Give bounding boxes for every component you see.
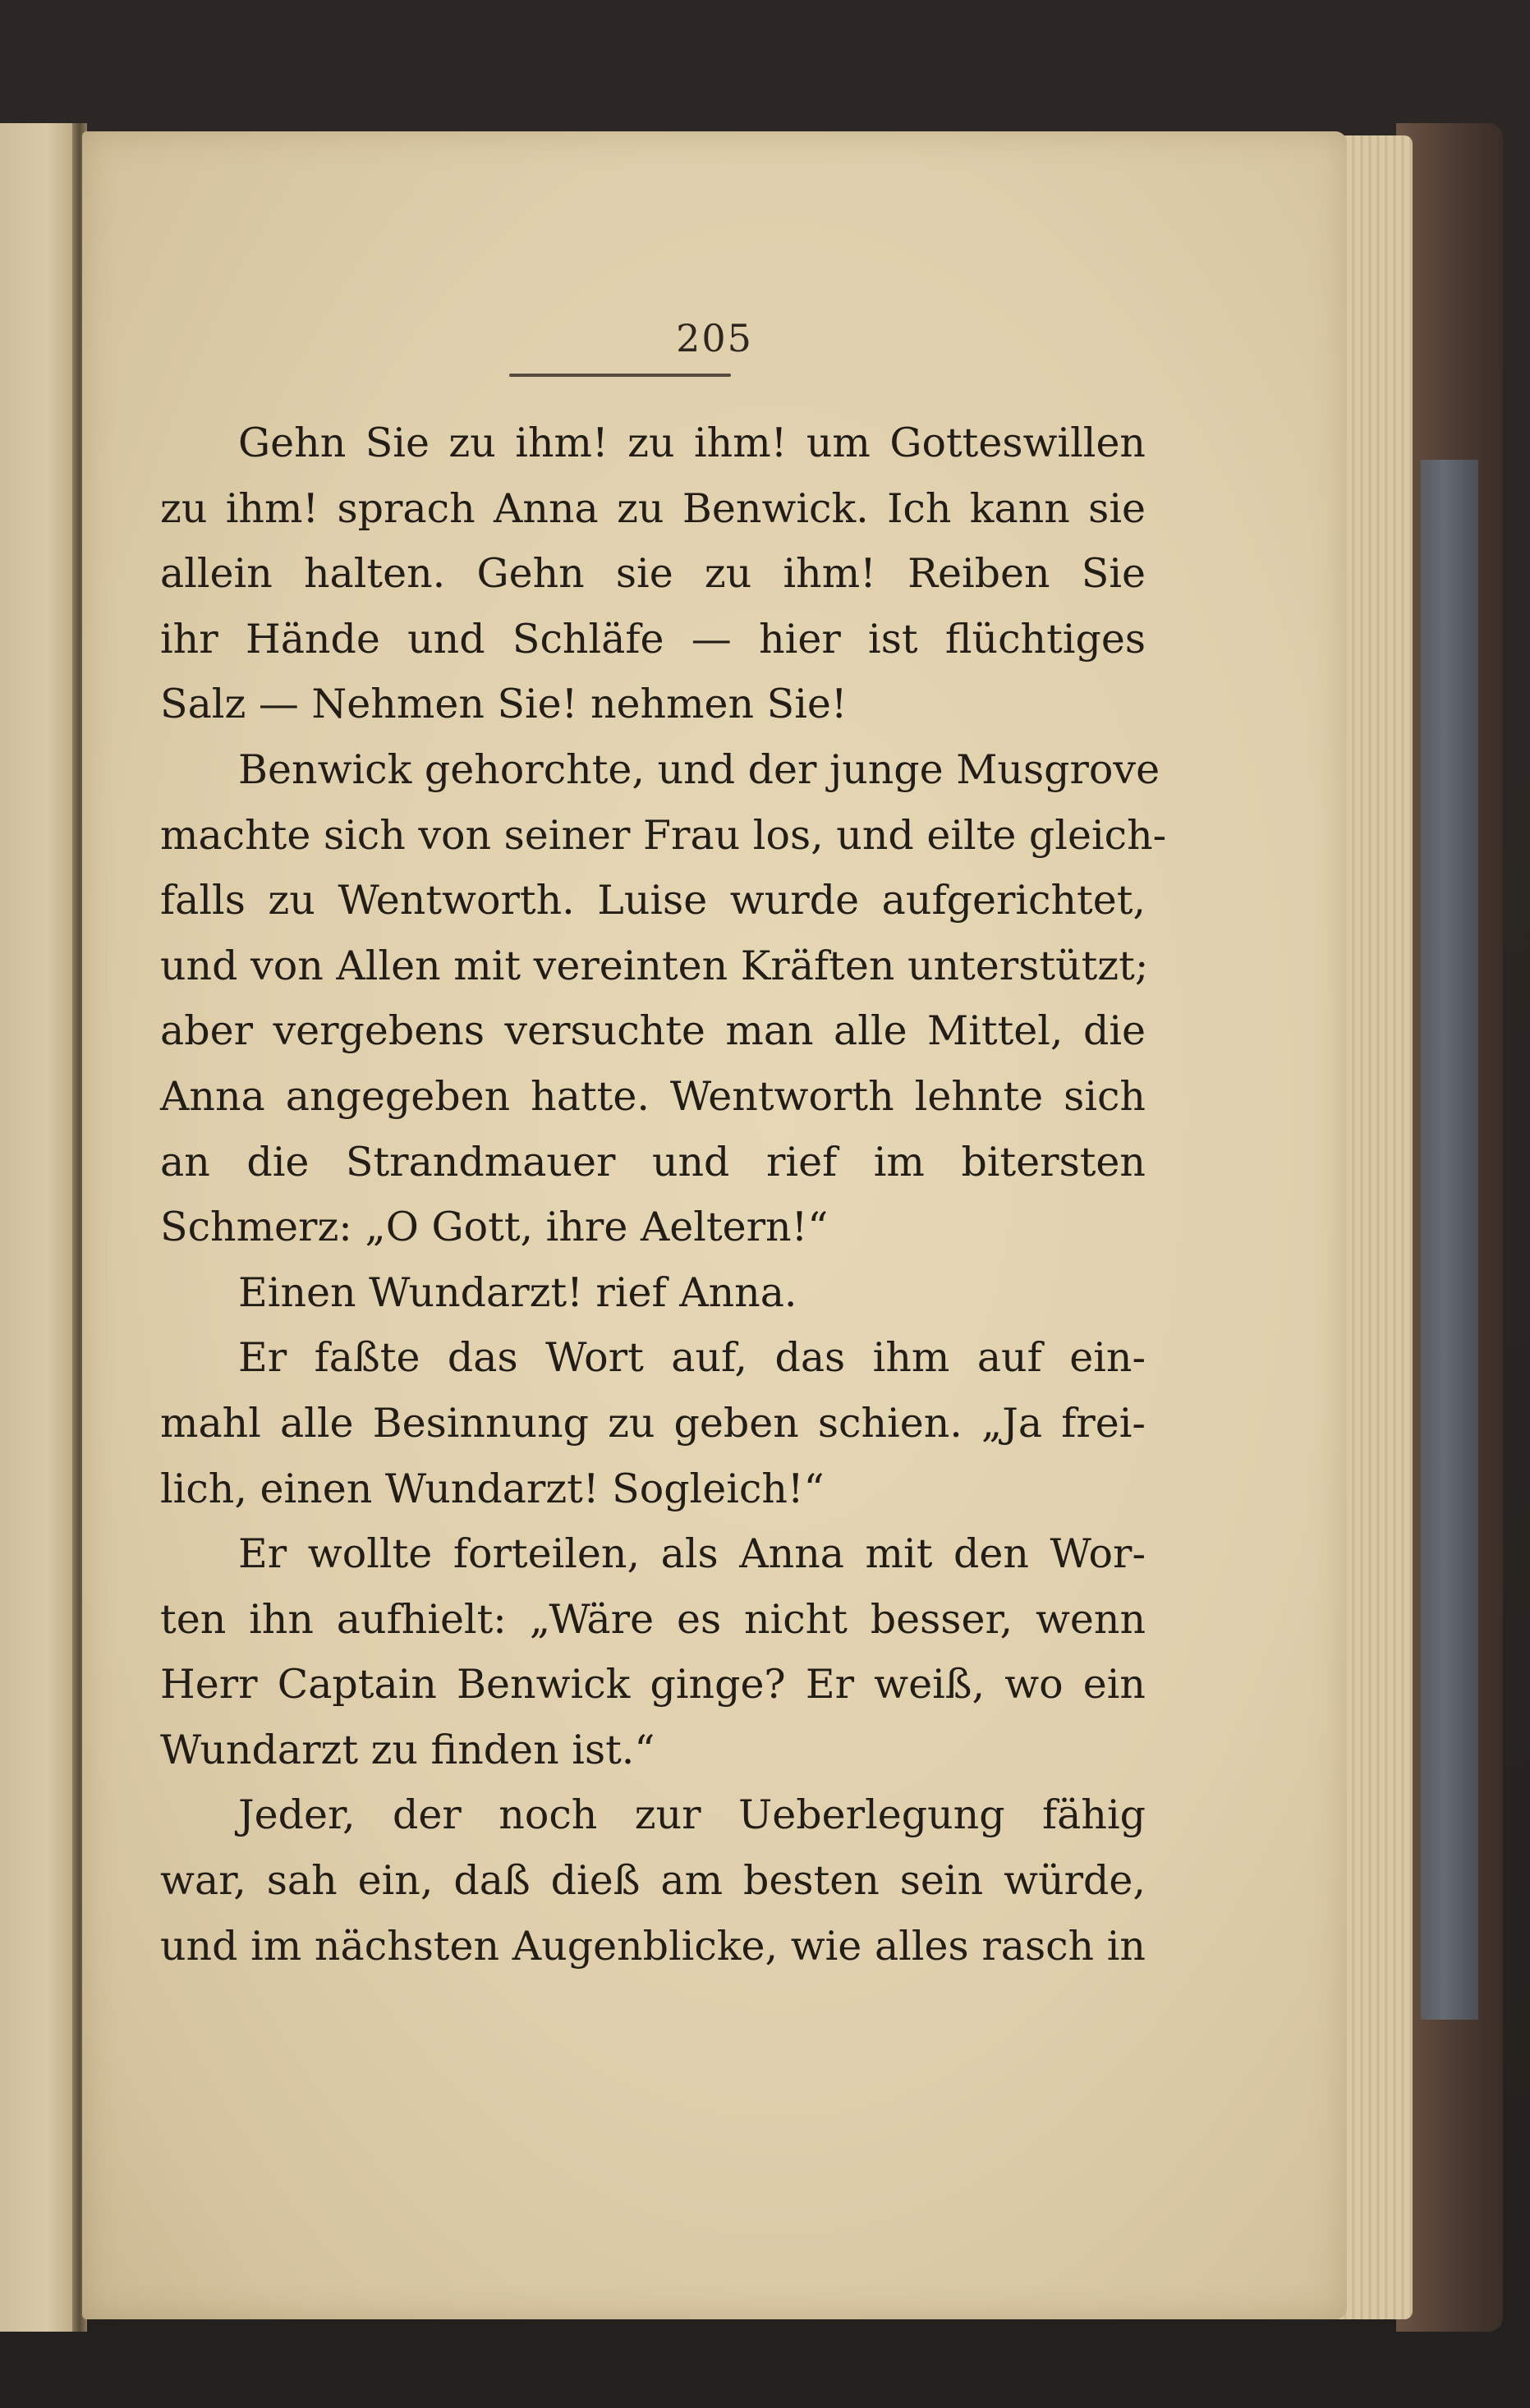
text-line: Benwick gehorchte, und der junge Musgrove	[238, 745, 1160, 793]
text-line: Gehn Sie zu ihm! zu ihm! um Gotteswillen	[238, 420, 1146, 466]
text-line: Einen Wundarzt! rief Anna.	[238, 1268, 797, 1316]
text-line: an die Strandmauer und rief im bitersten	[160, 1138, 1146, 1186]
text-line: machte sich von seiner Frau los, und eilte gleich-	[160, 811, 1167, 859]
text-line: Schmerz: „O Gott, ihre Aeltern!“	[160, 1204, 829, 1251]
page-text	[160, 411, 1167, 1979]
text-line: Salz — Nehmen Sie! nehmen Sie!	[160, 681, 848, 728]
text-line: Wundarzt zu finden ist.“	[160, 1726, 655, 1773]
text-line: lich, einen Wundarzt! Sogleich!“	[160, 1465, 825, 1512]
text-line: zu ihm! sprach Anna zu Benwick. Ich kann sie	[160, 484, 1146, 532]
book-cover-cloth	[1421, 460, 1478, 2020]
left-facing-page	[0, 123, 78, 2332]
page-number: 205	[676, 316, 753, 360]
text-line: allein halten. Gehn sie zu ihm! Reiben Sie	[160, 550, 1146, 598]
text-line: Herr Captain Benwick ginge? Er weiß, wo ein	[160, 1661, 1146, 1709]
text-line: Anna angegeben hatte. Wentworth lehnte sich	[160, 1072, 1146, 1120]
header-rule	[509, 374, 731, 377]
text-line: ihr Hände und Schläfe — hier ist flüchtiges	[160, 615, 1146, 663]
text-line: ten ihn aufhielt: „Wäre es nicht besser, wenn	[160, 1595, 1146, 1643]
text-line: und von Allen mit vereinten Kräften unterstützt;	[160, 942, 1149, 989]
text-line: falls zu Wentworth. Luise wurde aufgerichtet,	[160, 877, 1146, 924]
text-line: aber vergebens versuchte man alle Mittel, die	[160, 1007, 1146, 1055]
book-page	[82, 131, 1347, 2319]
text-line: mahl alle Besinnung zu geben schien. „Ja frei-	[160, 1399, 1146, 1447]
text-line: Er faßte das Wort auf, das ihm auf ein-	[238, 1334, 1146, 1382]
text-line: und im nächsten Augenblicke, wie alles rasch in	[160, 1922, 1146, 1970]
text-line: Jeder, der noch zur Ueberlegung fähig	[238, 1791, 1146, 1839]
text-line: Er wollte forteilen, als Anna mit den Wor-	[238, 1530, 1146, 1578]
text-line: war, sah ein, daß dieß am besten sein würde,	[160, 1857, 1146, 1905]
